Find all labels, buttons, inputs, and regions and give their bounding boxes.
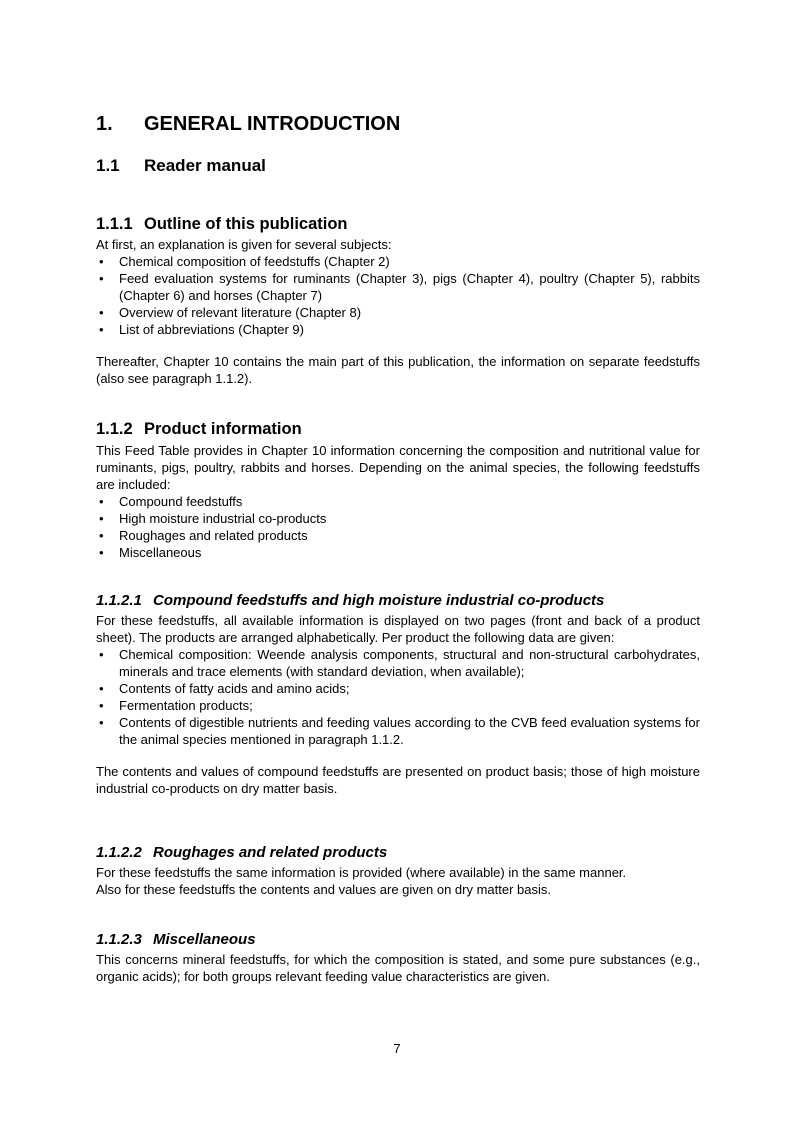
list-item: • List of abbreviations (Chapter 9) — [96, 321, 700, 338]
section-number: 1.1.2.3 — [96, 931, 142, 948]
paragraph: At first, an explanation is given for several subjects: — [96, 237, 392, 252]
bullet-list — [96, 493, 700, 561]
section-body-1-1-1 — [96, 236, 700, 387]
chapter-title: GENERAL INTRODUCTION — [144, 113, 401, 135]
paragraph: For these feedstuffs the same information is provided (where available) in the same manner. — [96, 865, 627, 880]
page-number: 7 — [393, 1041, 401, 1056]
list-item: • Chemical composition: Weende analysis components, structural and non-structural carbohydrates, minerals and trace elements (with standard deviation, when available); — [96, 646, 700, 680]
list-item: • Contents of digestible nutrients and feeding values according to the CVB feed evaluation systems for the animal species mentioned in paragraph 1.1.2. — [96, 714, 700, 748]
section-number: 1.1.1 — [96, 215, 133, 233]
section-heading-1-1-2-2 — [96, 843, 387, 863]
section-heading-1-1-2-3 — [96, 930, 256, 950]
bullet-list — [96, 253, 700, 338]
list-item: • Compound feedstuffs — [96, 493, 700, 510]
section-heading-1-1-2-1 — [96, 591, 604, 611]
section-title: Product information — [144, 420, 302, 438]
paragraph: The contents and values of compound feedstuffs are presented on product basis; those of high moisture industrial co-products on dry matter basis. — [96, 764, 700, 796]
list-item: • Chemical composition of feedstuffs (Chapter 2) — [96, 253, 700, 270]
paragraph: For these feedstuffs, all available information is displayed on two pages (front and back of a product sheet). The products are arranged alphabetically. Per product the following data are given: — [96, 613, 700, 645]
chapter-heading — [96, 112, 400, 136]
paragraph: This Feed Table provides in Chapter 10 information concerning the composition and nutritional value for ruminants, pigs, poultry, rabbits and horses. Depending on the animal species, the following feedstuffs are included: — [96, 443, 700, 492]
section-body-1-1-2-3 — [96, 951, 700, 985]
section-heading-1-1 — [96, 156, 266, 176]
section-body-1-1-2-1 — [96, 612, 700, 797]
list-item: • Fermentation products; — [96, 697, 700, 714]
chapter-number: 1. — [96, 113, 113, 135]
section-title: Roughages and related products — [153, 844, 388, 861]
bullet-list — [96, 646, 700, 748]
section-number: 1.1.2.2 — [96, 844, 142, 861]
section-title: Miscellaneous — [153, 931, 256, 948]
section-heading-1-1-1 — [96, 214, 348, 234]
paragraph: Also for these feedstuffs the contents and values are given on dry matter basis. — [96, 882, 552, 897]
list-item: • Contents of fatty acids and amino acids; — [96, 680, 700, 697]
list-item: • Miscellaneous — [96, 544, 700, 561]
section-number: 1.1.2 — [96, 420, 133, 438]
section-number: 1.1.2.1 — [96, 592, 142, 609]
list-item: • High moisture industrial co-products — [96, 510, 700, 527]
section-title: Compound feedstuffs and high moisture industrial co-products — [153, 592, 605, 609]
paragraph: This concerns mineral feedstuffs, for which the composition is stated, and some pure substances (e.g., organic acids); for both groups relevant feeding value characteristics are given. — [96, 952, 700, 984]
section-title: Outline of this publication — [144, 215, 348, 233]
section-body-1-1-2 — [96, 442, 700, 561]
section-body-1-1-2-2 — [96, 864, 700, 898]
list-item: • Overview of relevant literature (Chapter 8) — [96, 304, 700, 321]
paragraph: Thereafter, Chapter 10 contains the main part of this publication, the information on separate feedstuffs (also see paragraph 1.1.2). — [96, 354, 700, 386]
section-number: 1.1 — [96, 156, 120, 175]
list-item: • Roughages and related products — [96, 527, 700, 544]
list-item: • Feed evaluation systems for ruminants (Chapter 3), pigs (Chapter 4), poultry (Chapter 5), rabbits (Chapter 6) and horses (Chapter 7) — [96, 270, 700, 304]
section-title: Reader manual — [144, 156, 266, 175]
section-heading-1-1-2 — [96, 419, 302, 439]
